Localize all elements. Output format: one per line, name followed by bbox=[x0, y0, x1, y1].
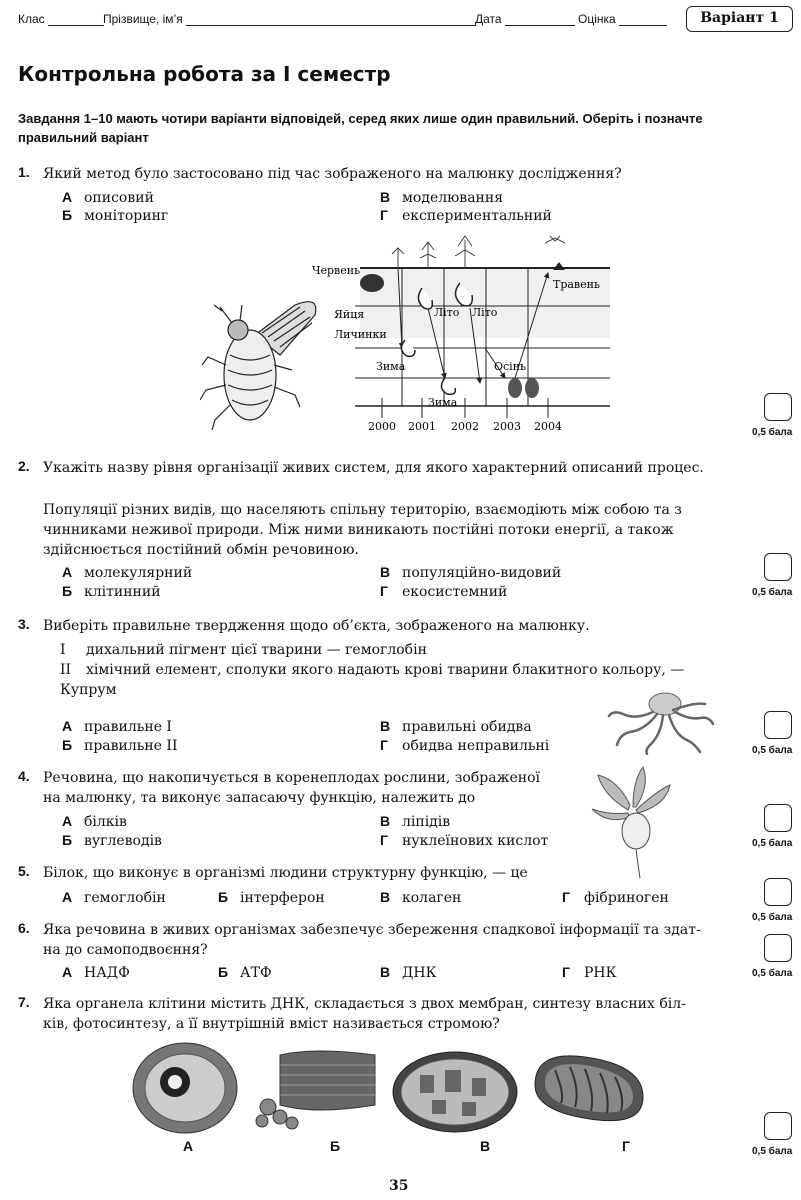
page-title: Контрольна робота за І семестр bbox=[18, 62, 391, 86]
q2-option-d[interactable] bbox=[380, 582, 507, 601]
q5-answer-box[interactable] bbox=[764, 878, 792, 906]
q3-stmt2-num: ІІ bbox=[60, 662, 72, 678]
pupa-icon-2 bbox=[525, 378, 539, 398]
label-summer-1: Літо bbox=[434, 306, 460, 319]
beetle-emerge-icon bbox=[553, 262, 565, 270]
q3-option-b-text: правильне ІІ bbox=[84, 738, 178, 754]
q3-stmt1-num: І bbox=[60, 642, 66, 658]
organelle-a-nucleus-image bbox=[130, 1040, 240, 1135]
q4-option-b-text: вуглеводів bbox=[84, 833, 162, 849]
q1-option-b[interactable] bbox=[62, 206, 168, 225]
q7-text-line1: Яка органела клітини містить ДНК, складається з двох мембран, синтезу власних біл- bbox=[43, 996, 686, 1012]
q5-option-b-text: інтерферон bbox=[240, 890, 325, 906]
label-eggs: Яйця bbox=[334, 308, 365, 321]
organelle-label-c: В bbox=[480, 1138, 491, 1154]
grade-input-line[interactable] bbox=[619, 14, 667, 26]
q6-answer-box[interactable] bbox=[764, 934, 792, 962]
q4-option-a[interactable] bbox=[62, 812, 127, 831]
q3-option-a-text: правильне І bbox=[84, 719, 172, 735]
name-field bbox=[103, 12, 476, 26]
q4-number: 4. bbox=[18, 768, 30, 784]
q1-option-a-letter: А bbox=[62, 189, 73, 205]
q4-text-line1: Речовина, що накопичується в коренеплодах рослини, зображеної bbox=[43, 770, 540, 786]
q5-option-d-letter: Г bbox=[562, 889, 570, 905]
q4-option-b[interactable] bbox=[62, 831, 162, 850]
q4-option-c[interactable] bbox=[380, 812, 450, 831]
q1-option-d-text: експериментальний bbox=[402, 208, 552, 224]
q1-option-c-letter: В bbox=[380, 189, 391, 205]
q3-option-d-letter: Г bbox=[380, 737, 388, 753]
q6-option-c-letter: В bbox=[380, 964, 391, 980]
variant-badge: Варіант 1 bbox=[686, 6, 793, 32]
q6-score: 0,5 бала bbox=[752, 968, 793, 979]
q1-option-a[interactable] bbox=[62, 188, 154, 207]
q7-text-line2: ків, фотосинтезу, а її внутрішній вміст називається стромою? bbox=[43, 1016, 500, 1032]
life-cycle-diagram bbox=[310, 228, 610, 438]
q6-option-b-text: АТФ bbox=[240, 965, 272, 981]
q5-option-d-text: фібриноген bbox=[584, 890, 669, 906]
q3-stmt2: хімічний елемент, сполуки якого надають крові тварини блакитного кольору, — bbox=[86, 662, 685, 678]
q2-option-c[interactable] bbox=[380, 563, 561, 582]
q6-option-a-letter: А bbox=[62, 964, 73, 980]
q3-score: 0,5 бала bbox=[752, 745, 793, 756]
q2-answer-box[interactable] bbox=[764, 553, 792, 581]
q3-option-c-text: правильні обидва bbox=[402, 719, 532, 735]
label-summer-2: Літо bbox=[472, 306, 498, 319]
q2-number: 2. bbox=[18, 458, 30, 474]
q2-score: 0,5 бала bbox=[752, 587, 793, 598]
q5-text: Білок, що виконує в організмі людини структурну функцію, — це bbox=[43, 865, 528, 881]
q3-option-d[interactable] bbox=[380, 736, 549, 755]
q1-option-d[interactable] bbox=[380, 206, 552, 225]
q1-number: 1. bbox=[18, 164, 30, 180]
q5-option-c-text: колаген bbox=[402, 890, 462, 906]
octopus-illustration bbox=[605, 690, 715, 755]
q6-option-b-letter: Б bbox=[218, 964, 229, 980]
q2-option-a[interactable] bbox=[62, 563, 192, 582]
q2-text: Укажіть назву рівня організації живих систем, для якого характерний описаний процес. bbox=[43, 460, 704, 476]
q5-option-b[interactable] bbox=[218, 888, 325, 907]
class-label: Клас bbox=[18, 12, 45, 26]
q2-option-c-letter: В bbox=[380, 564, 391, 580]
q4-option-c-letter: В bbox=[380, 813, 391, 829]
label-autumn: Осінь bbox=[494, 360, 527, 373]
q4-option-d-letter: Г bbox=[380, 832, 388, 848]
label-june: Червень bbox=[312, 264, 361, 277]
organelle-d-mitochondrion-image bbox=[525, 1045, 650, 1130]
grade-field bbox=[578, 12, 667, 26]
q7-number: 7. bbox=[18, 994, 30, 1010]
q1-score: 0,5 бала bbox=[752, 427, 793, 438]
q1-text: Який метод було застосовано під час зображеного на малюнку дослідження? bbox=[43, 166, 622, 182]
q3-number: 3. bbox=[18, 616, 30, 632]
pupa-icon bbox=[508, 378, 522, 398]
date-input-line[interactable] bbox=[505, 14, 575, 26]
year-2003: 2003 bbox=[493, 420, 521, 433]
q1-option-a-text: описовий bbox=[84, 190, 154, 206]
larva-icon-4 bbox=[441, 378, 455, 394]
q5-option-c-letter: В bbox=[380, 889, 391, 905]
year-2000: 2000 bbox=[368, 420, 396, 433]
q1-option-c-text: моделювання bbox=[402, 190, 504, 206]
q4-option-a-letter: А bbox=[62, 813, 73, 829]
year-2004: 2004 bbox=[534, 420, 562, 433]
q3-answer-box[interactable] bbox=[764, 711, 792, 739]
organelle-label-a: А bbox=[183, 1138, 194, 1154]
q2-option-b[interactable] bbox=[62, 582, 161, 601]
q4-score: 0,5 бала bbox=[752, 838, 793, 849]
q5-option-d[interactable] bbox=[562, 888, 669, 907]
q3-stmt2-cont: Купрум bbox=[60, 682, 117, 698]
q4-option-c-text: ліпідів bbox=[402, 814, 451, 830]
q6-text-line2: на до самоподвоєння? bbox=[43, 942, 208, 958]
q2-option-b-text: клітинний bbox=[84, 584, 161, 600]
q2-option-c-text: популяційно-видовий bbox=[402, 565, 562, 581]
q5-option-a[interactable] bbox=[62, 888, 166, 907]
q6-option-d-text: РНК bbox=[584, 965, 617, 981]
organelle-c-chloroplast-image bbox=[390, 1050, 520, 1135]
q2-option-a-letter: А bbox=[62, 564, 73, 580]
q2-passage: Популяції різних видів, що населяють спільну територію, взаємодіють між собою та з чинниками неживої природи. Між ними виникають постійні потоки енергії, а також здійснюється постійний обмін речовиною. bbox=[43, 502, 682, 558]
q5-option-a-text: гемоглобін bbox=[84, 890, 166, 906]
q6-text-line1: Яка речовина в живих організмах забезпечує збереження спадкової інформації та здат- bbox=[43, 922, 701, 938]
instructions: Завдання 1–10 мають чотири варіанти відповідей, серед яких лише один правильний. Оберіть і позначте правильний варіант bbox=[18, 111, 703, 145]
beetle-adult-icon bbox=[360, 274, 384, 292]
q3-option-a[interactable] bbox=[62, 717, 172, 736]
year-2001: 2001 bbox=[408, 420, 436, 433]
q6-number: 6. bbox=[18, 920, 30, 936]
q1-answer-box[interactable] bbox=[764, 393, 792, 421]
label-winter-2: Зима bbox=[428, 396, 458, 409]
grade-label: Оцінка bbox=[578, 12, 616, 26]
q4-option-b-letter: Б bbox=[62, 832, 73, 848]
q1-option-c[interactable] bbox=[380, 188, 503, 207]
organelle-b-golgi-image bbox=[250, 1045, 380, 1130]
q3-option-c[interactable] bbox=[380, 717, 532, 736]
label-winter-1: Зима bbox=[376, 360, 406, 373]
label-may: Травень bbox=[553, 278, 600, 291]
q7-answer-box[interactable] bbox=[764, 1112, 792, 1140]
q4-text-line2: на малюнку, та виконує запасаючу функцію, належить до bbox=[43, 790, 476, 806]
q7-score: 0,5 бала bbox=[752, 1146, 793, 1157]
q2-option-d-text: екосистемний bbox=[402, 584, 508, 600]
q4-answer-box[interactable] bbox=[764, 804, 792, 832]
q1-option-b-text: моніторинг bbox=[84, 208, 169, 224]
q6-option-b[interactable] bbox=[218, 963, 272, 982]
q2-option-d-letter: Г bbox=[380, 583, 388, 599]
q5-score: 0,5 бала bbox=[752, 912, 793, 923]
q6-option-c[interactable] bbox=[380, 963, 436, 982]
q4-option-d-text: нуклеїнових кислот bbox=[402, 833, 549, 849]
q1-option-d-letter: Г bbox=[380, 207, 388, 223]
organelle-label-b: Б bbox=[330, 1138, 341, 1154]
date-label: Дата bbox=[475, 12, 502, 26]
q6-option-d-letter: Г bbox=[562, 964, 570, 980]
year-2002: 2002 bbox=[451, 420, 479, 433]
page-number: 35 bbox=[389, 1178, 409, 1194]
q4-option-d[interactable] bbox=[380, 831, 548, 850]
q3-option-b[interactable] bbox=[62, 736, 178, 755]
larva-icon-3 bbox=[401, 340, 415, 356]
name-input-line[interactable] bbox=[186, 14, 476, 26]
q2-option-a-text: молекулярний bbox=[84, 565, 193, 581]
q5-number: 5. bbox=[18, 863, 30, 879]
q5-option-b-letter: Б bbox=[218, 889, 229, 905]
organelle-label-d: Г bbox=[622, 1138, 630, 1154]
class-field bbox=[18, 12, 104, 26]
q3-option-a-letter: А bbox=[62, 718, 73, 734]
q1-option-b-letter: Б bbox=[62, 207, 73, 223]
q6-option-a[interactable] bbox=[62, 963, 130, 982]
q6-option-a-text: НАДФ bbox=[84, 965, 130, 981]
label-larvae: Личинки bbox=[334, 328, 387, 341]
q2-option-b-letter: Б bbox=[62, 583, 73, 599]
q3-option-d-text: обидва неправильні bbox=[402, 738, 550, 754]
name-label: Прізвище, ім’я bbox=[103, 12, 183, 26]
q3-option-c-letter: В bbox=[380, 718, 391, 734]
q4-option-a-text: білків bbox=[84, 814, 127, 830]
q3-option-b-letter: Б bbox=[62, 737, 73, 753]
q3-text: Виберіть правильне твердження щодо об’єкта, зображеного на малюнку. bbox=[43, 618, 590, 634]
q6-option-c-text: ДНК bbox=[402, 965, 437, 981]
class-input-line[interactable] bbox=[48, 14, 104, 26]
q5-option-c[interactable] bbox=[380, 888, 461, 907]
plant-icons bbox=[392, 236, 565, 268]
q3-stmt1: дихальний пігмент цієї тварини — гемоглобін bbox=[86, 642, 427, 658]
date-field bbox=[475, 12, 575, 26]
q5-option-a-letter: А bbox=[62, 889, 73, 905]
q6-option-d[interactable] bbox=[562, 963, 616, 982]
